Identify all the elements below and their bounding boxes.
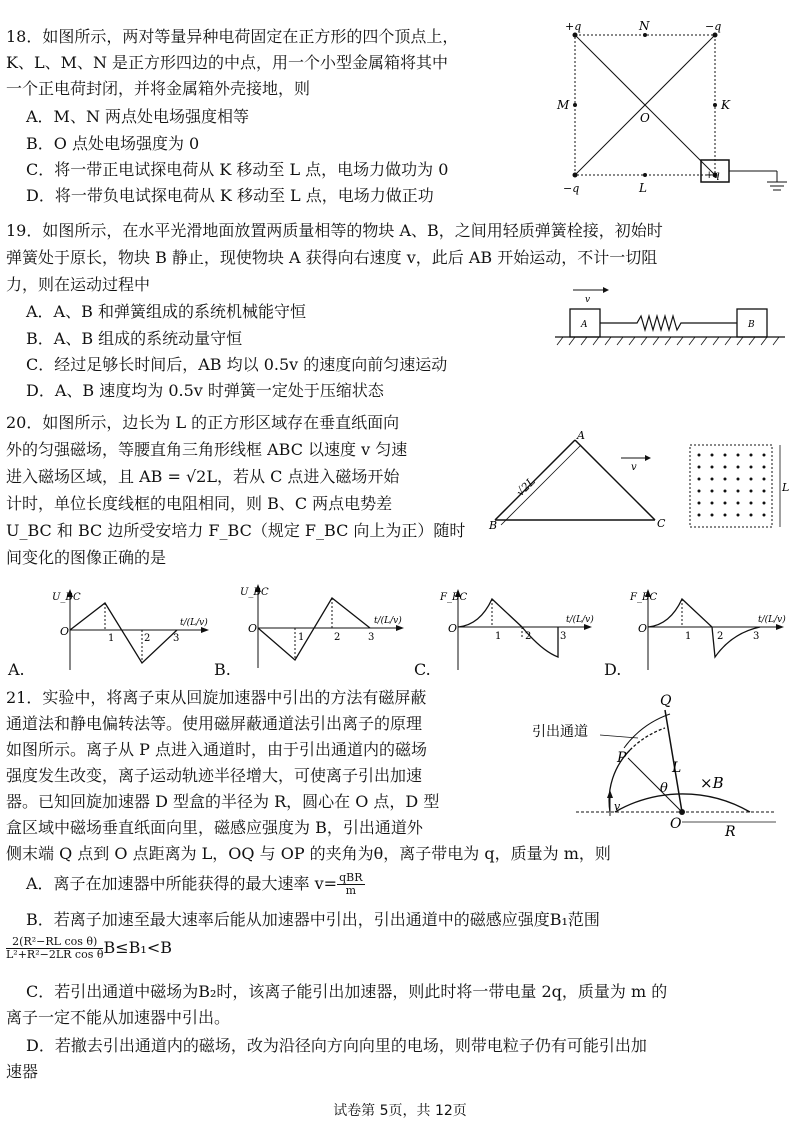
graph-c-tick3: 3: [560, 631, 567, 642]
q20-option-b: B.: [214, 660, 231, 679]
frac-den: m: [345, 884, 357, 897]
q19-stem-line3: 力，则在运动过程中: [6, 275, 151, 294]
q18-label-tr: −q: [705, 20, 722, 33]
graph-a-tick2: 2: [144, 633, 151, 644]
q19-option-b: B．A、B 组成的系统动量守恒: [26, 329, 243, 348]
q20-label-b: B: [489, 519, 498, 532]
q20-label-c: C: [657, 517, 666, 530]
q20-label-v: v: [631, 462, 637, 473]
q21-stem-line5: 器。已知回旋加速器 D 型盒的半径为 R，圆心在 O 点，D 型: [6, 792, 440, 811]
graph-c-origin: O: [448, 622, 458, 635]
q19-label-v: v: [585, 295, 591, 305]
q21-option-b-line2: [6, 936, 172, 961]
q21-stem-line2: 通道法和静电偏转法等。使用磁屏蔽通道法引出离子的原理: [6, 714, 423, 733]
q18-label-o: O: [640, 111, 650, 125]
graph-a-xlabel: t/(L/v): [180, 618, 208, 628]
q19-label-a: A: [581, 320, 588, 330]
q21-label-v: v: [614, 800, 621, 813]
q20-stem-line2: 外的匀强磁场，等腰直角三角形线框 ABC 以速度 v 匀速: [6, 440, 408, 459]
q19-stem-line2: 弹簧处于原长，物块 B 静止，现使物块 A 获得向右速度 v，此后 AB 开始运动，不计一切阻: [6, 248, 658, 267]
q21-option-d-line2: 速器: [6, 1062, 39, 1081]
q18-option-b: B．O 点处电场强度为 0: [26, 134, 200, 153]
q20-stem-line5: U_BC 和 BC 边所受安培力 F_BC（规定 F_BC 向上为正）随时: [6, 521, 466, 540]
q20-label-ab: √2L: [513, 474, 538, 500]
q20-stem-line4: 计时，单位长度线框的电阻相同，则 B、C 两点电势差: [6, 494, 393, 513]
q18-label-tl: +q: [565, 20, 582, 33]
q18-label-n: N: [639, 20, 650, 33]
graph-d-origin: O: [638, 622, 648, 635]
q21-option-b-line1: B．若离子加速至最大速率后能从加速器中引出，引出通道中的磁感应强度B₁范围: [26, 910, 600, 929]
graph-d-tick1: 1: [685, 631, 692, 642]
graph-a-tick1: 1: [108, 633, 115, 644]
q21-label-theta: θ: [660, 781, 668, 796]
graph-d-tick3: 3: [753, 631, 760, 642]
q20-label-a: A: [577, 429, 585, 442]
q20-label-l: L: [782, 481, 790, 494]
graph-c-tick2: 2: [525, 631, 532, 642]
q21-label-p: P: [617, 750, 627, 766]
q21-option-b-tail: B≤B₁<B: [103, 938, 172, 957]
q18-label-bl: −q: [563, 182, 580, 195]
graph-a-origin: O: [60, 625, 70, 638]
q20-graph-b: [230, 580, 415, 675]
q20-option-a: A.: [8, 660, 25, 679]
q19-figure: [545, 282, 795, 357]
q18-label-k: K: [721, 98, 730, 112]
q21-stem-line6: 盒区域中磁场垂直纸面向里，磁感应强度为 B，引出通道外: [6, 818, 423, 837]
graph-b-xlabel: t/(L/v): [374, 616, 402, 626]
q20-figure: [485, 425, 795, 540]
q20-option-d: D.: [604, 660, 622, 679]
q20-stem-line1: 20．如图所示，边长为 L 的正方形区域存在垂直纸面向: [6, 413, 400, 432]
q21-label-q: Q: [660, 693, 672, 709]
q20-stem-line6: 间变化的图像正确的是: [6, 548, 167, 567]
q21-label-r: R: [725, 824, 736, 840]
q21-label-l: L: [672, 760, 682, 776]
graph-b-origin: O: [248, 622, 258, 635]
graph-d-xlabel: t/(L/v): [758, 615, 786, 625]
q21-option-a-text: A．离子在加速器中所能获得的最大速率 v=: [26, 874, 338, 893]
q21-stem-line3: 如图所示。离子从 P 点进入通道时，由于引出通道内的磁场: [6, 740, 427, 759]
q20-graph-a: [40, 585, 220, 675]
page-footer: 试卷第 5页，共 12页: [333, 1103, 467, 1119]
q19-option-c: C．经过足够长时间后，AB 均以 0.5v 的速度向前匀速运动: [26, 355, 448, 374]
q18-label-l: L: [639, 181, 647, 195]
q21-option-d-line1: D．若撤去引出通道内的磁场，改为沿径向方向向里的电场，则带电粒子仍有可能引出加: [26, 1036, 647, 1055]
q20-graph-d: [620, 585, 795, 675]
q21-figure: [520, 690, 795, 850]
q18-stem-line1: 18．如图所示，两对等量异种电荷固定在正方形的四个顶点上，: [6, 27, 459, 46]
graph-c-ylabel: F_BC: [440, 592, 468, 603]
q19-stem-line1: 19．如图所示，在水平光滑地面放置两质量相等的物块 A、B，之间用轻质弹簧栓接，初始时: [6, 221, 663, 240]
q20-graph-c: [430, 585, 600, 675]
q21-label-channel: 引出通道: [532, 724, 588, 740]
graph-b-tick2: 2: [334, 632, 341, 643]
frac-num: 2(R²−RL cos θ): [6, 936, 103, 949]
q18-figure: [555, 20, 795, 200]
q21-stem-line7: 侧末端 Q 点到 O 点距离为 L，OQ 与 OP 的夹角为θ，离子带电为 q，质量为 m，则: [6, 844, 611, 863]
graph-b-ylabel: U_BC: [240, 587, 269, 598]
graph-d-ylabel: F_BC: [630, 592, 658, 603]
q18-option-d: D．将一带负电试探电荷从 K 移动至 L 点，电场力做正功: [26, 186, 434, 205]
q19-option-a: A．A、B 和弹簧组成的系统机械能守恒: [26, 302, 306, 321]
q20-field-dots: [698, 454, 766, 517]
q21-option-c-line1: C．若引出通道中磁场为B₂时，该离子能引出加速器，则此时将一带电量 2q，质量为 m 的: [26, 982, 668, 1001]
graph-c-xlabel: t/(L/v): [566, 615, 594, 625]
q21-option-a-fraction: [337, 872, 364, 897]
q18-label-m: M: [557, 98, 570, 112]
q21-label-b: ×B: [700, 774, 724, 792]
q18-option-a: A．M、N 两点处电场强度相等: [26, 107, 250, 126]
q19-option-d: D．A、B 速度均为 0.5v 时弹簧一定处于压缩状态: [26, 381, 384, 400]
q21-option-c-line2: 离子一定不能从加速器中引出。: [6, 1008, 231, 1027]
q21-stem-line4: 强度发生改变，离子运动轨迹半径增大，可使离子引出加速: [6, 766, 423, 785]
q21-stem-line1: 21．实验中，将离子束从回旋加速器中引出的方法有磁屏蔽: [6, 688, 427, 707]
q20-option-c: C.: [414, 660, 431, 679]
q19-label-b: B: [748, 320, 755, 330]
graph-a-tick3: 3: [173, 633, 180, 644]
q20-stem-line3: 进入磁场区域，且 AB = √2L，若从 C 点进入磁场开始: [6, 467, 400, 486]
graph-a-ylabel: U_BC: [52, 592, 81, 603]
graph-d-tick2: 2: [717, 631, 724, 642]
q18-label-br: +q: [705, 170, 720, 181]
graph-b-tick1: 1: [298, 632, 305, 643]
q21-option-a: [26, 872, 365, 897]
frac-num: qBR: [339, 871, 363, 884]
frac-den: L²+R²−2LR cos θ: [6, 948, 104, 961]
q18-stem-line3: 一个正电荷封闭，并将金属箱外壳接地，则: [6, 79, 311, 98]
graph-c-tick1: 1: [495, 631, 502, 642]
graph-b-tick3: 3: [368, 632, 375, 643]
q21-option-b-fraction: [6, 936, 103, 961]
q18-stem-line2: K、L、M、N 是正方形四边的中点，用一个小型金属箱将其中: [6, 53, 449, 72]
q21-label-o: O: [670, 816, 682, 832]
q18-option-c: C．将一带正电试探电荷从 K 移动至 L 点，电场力做功为 0: [26, 160, 449, 179]
